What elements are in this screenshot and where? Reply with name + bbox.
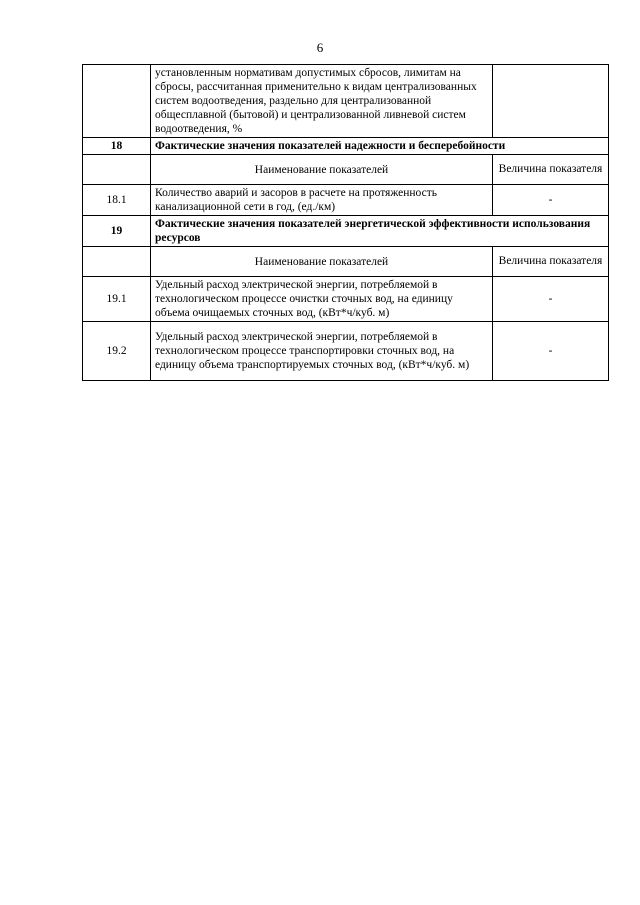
row-number: 19.1 [83,277,151,322]
table-row [83,322,609,381]
row-value: - [493,277,609,322]
section-title: Фактические значения показателей надежности и бесперебойности [151,138,609,155]
page-number: 6 [316,40,324,55]
header-number-cell [83,247,151,277]
row-value-cell [493,65,609,138]
table-row [83,277,609,322]
row-value: - [493,185,609,216]
continuation-text: установленным нормативам допустимых сбросов, лимитам на сбросы, рассчитанная применительно к видам централизованных систем водоотведения, раздельно для централизованной общесплавной (бытовой) и централизованной ливневой систем водоотведения, % [151,65,493,138]
section-number: 18 [83,138,151,155]
indicators-table [82,64,609,381]
header-row-18 [83,155,609,185]
section-number: 19 [83,216,151,247]
row-name: Удельный расход электрической энергии, потребляемой в технологическом процессе очистки сточных вод, на единицу объема очищаемых сточных вод, (кВт*ч/куб. м) [151,277,493,322]
header-value: Величина показателя [493,247,609,277]
table-row [83,185,609,216]
section-row-19 [83,216,609,247]
row-number: 18.1 [83,185,151,216]
header-row-19 [83,247,609,277]
header-name: Наименование показателей [151,155,493,185]
row-name: Удельный расход электрической энергии, потребляемой в технологическом процессе транспортировки сточных вод, на единицу объема транспортируемых сточных вод, (кВт*ч/куб. м) [151,322,493,381]
row-name: Количество аварий и засоров в расчете на протяженность канализационной сети в год, (ед./км) [151,185,493,216]
header-name: Наименование показателей [151,247,493,277]
header-value: Величина показателя [493,155,609,185]
table-row-continuation [83,65,609,138]
header-number-cell [83,155,151,185]
row-value: - [493,322,609,381]
section-title: Фактические значения показателей энергетической эффективности использования ресурсов [151,216,609,247]
row-number-cell [83,65,151,138]
row-number: 19.2 [83,322,151,381]
section-row-18 [83,138,609,155]
